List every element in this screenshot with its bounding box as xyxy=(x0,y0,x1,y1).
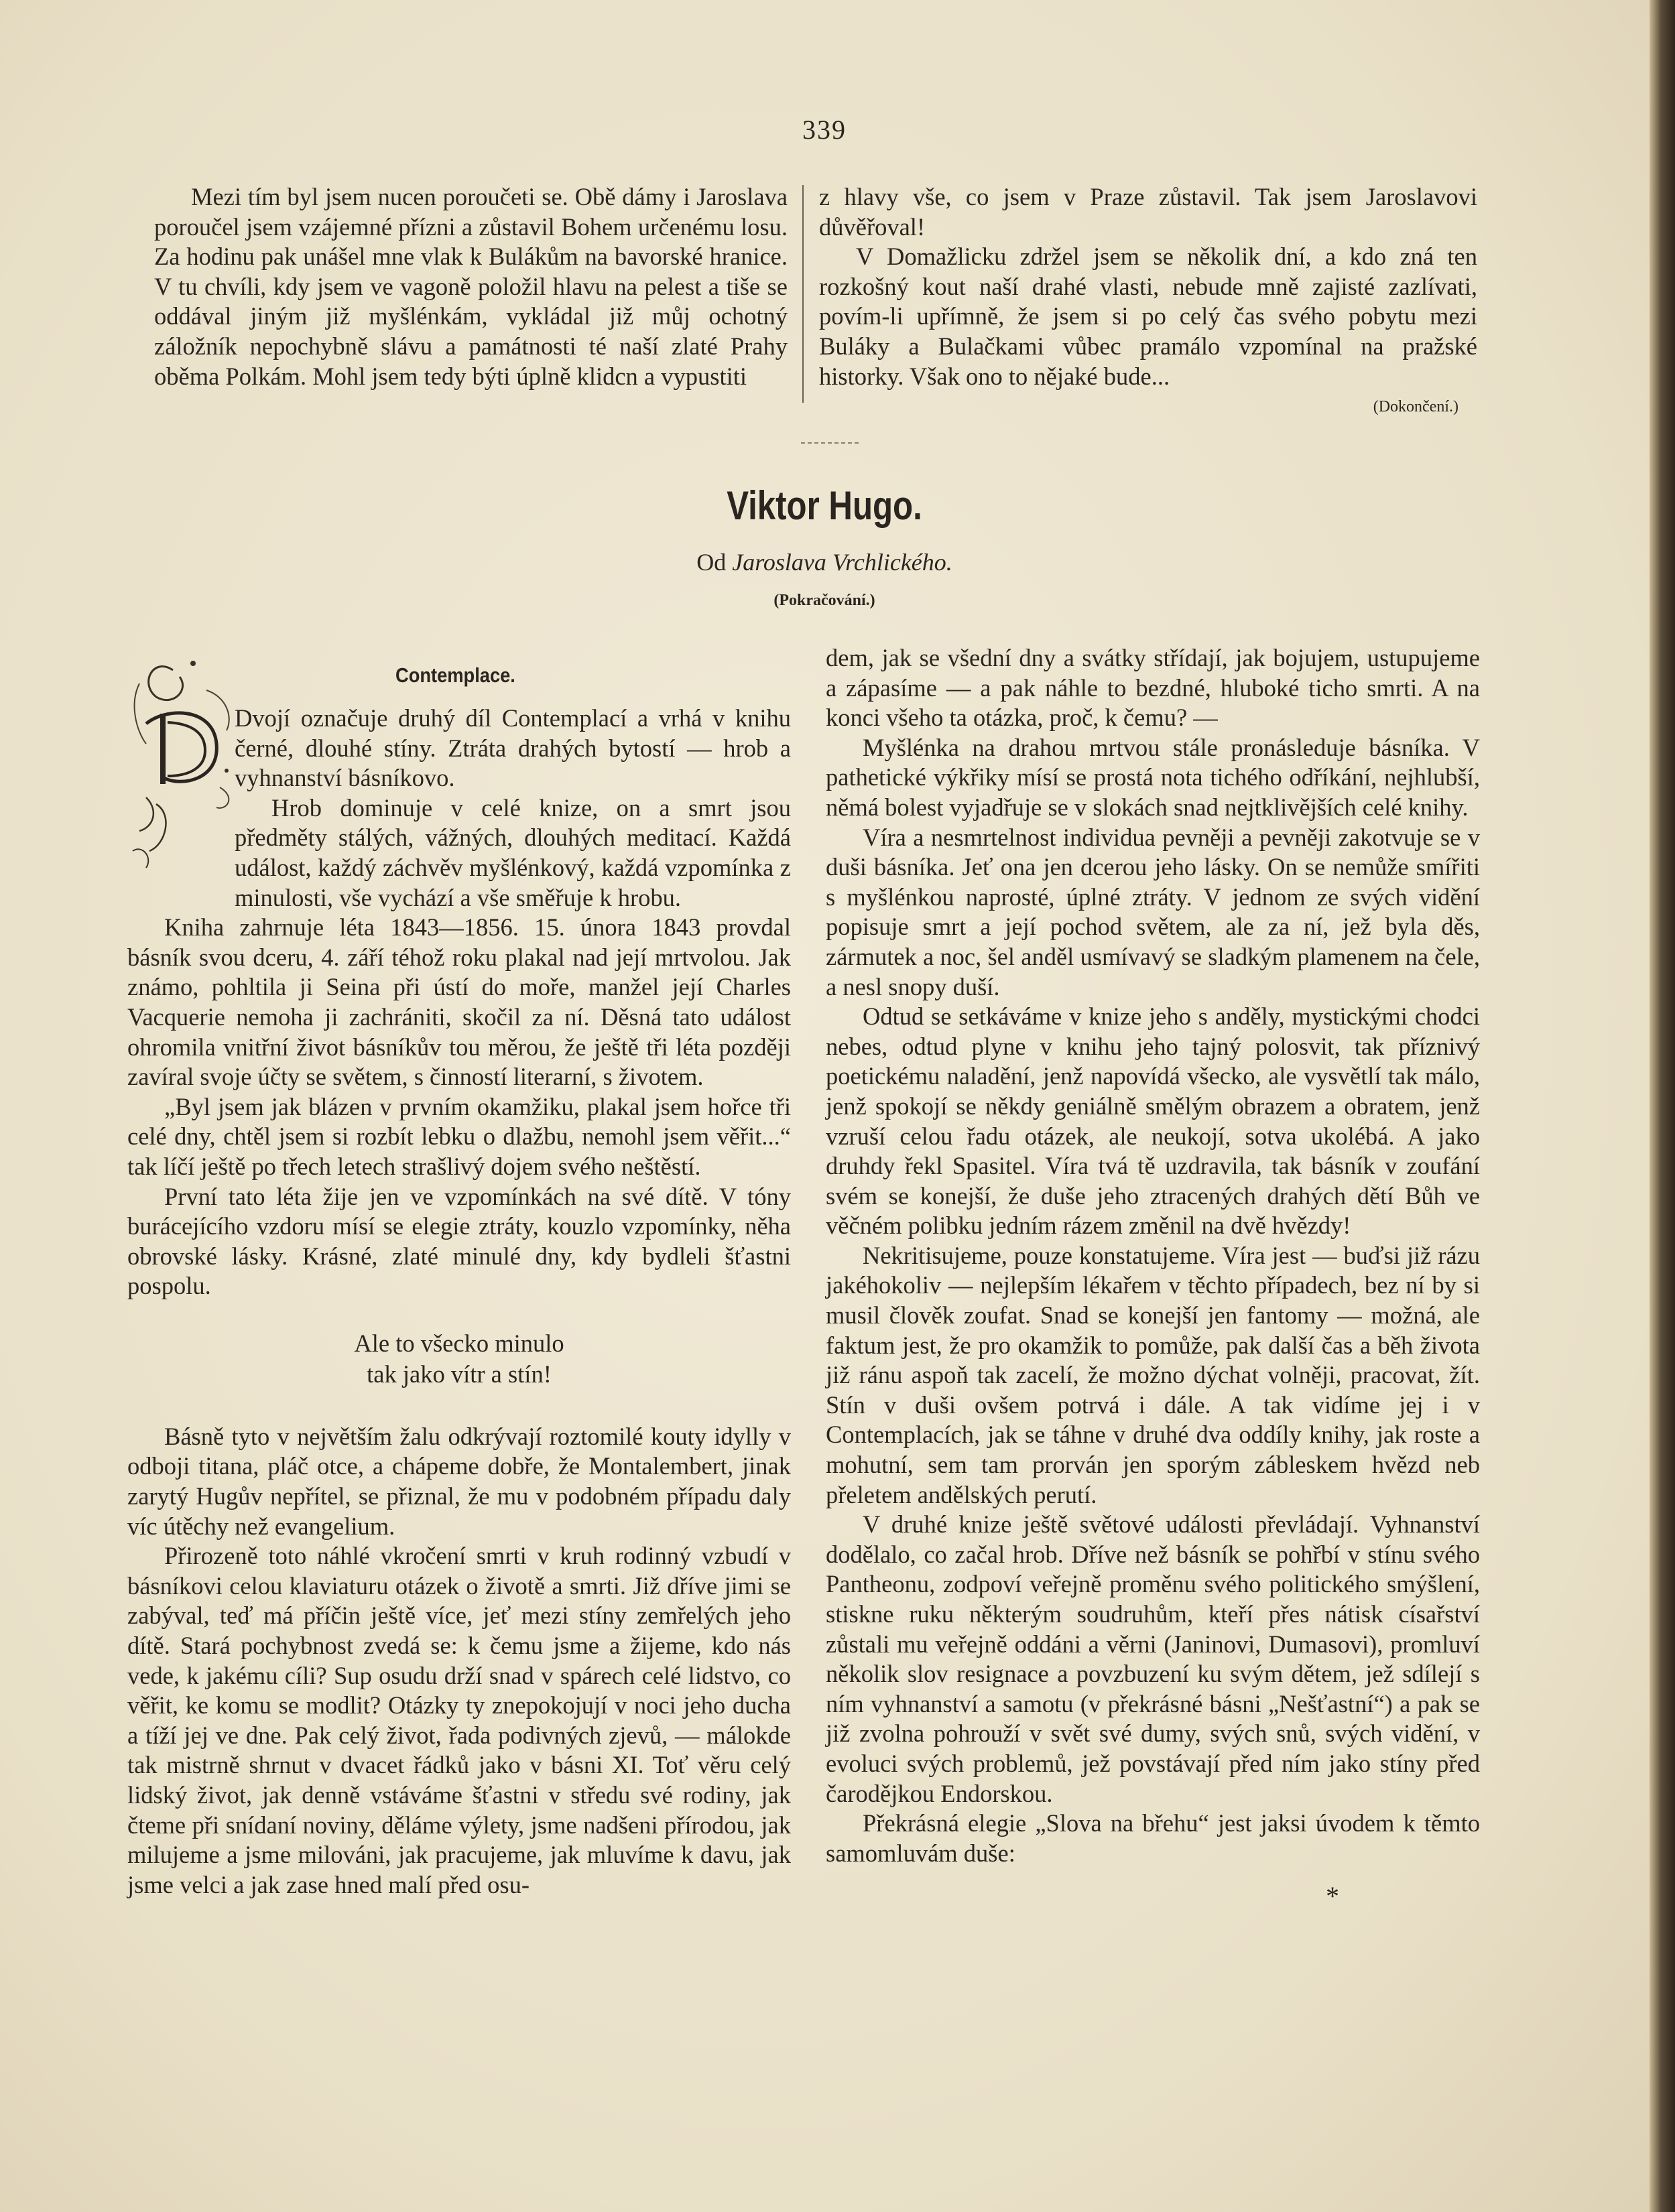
paragraph: Básně tyto v největším žalu odkrývají roztomilé kouty idylly v odboji titana, pláč otce, a chápeme dobře, že Montalembert, jinak zarytý Hugův nepřítel, se přiznal, že mu v podobném případu daly víc útěchy než evangelium. xyxy=(127,1422,791,1540)
initial-spacer xyxy=(127,704,235,911)
paragraph: Kniha zahrnuje léta 1843—1856. 15. února 1843 provdal básník svou dceru, 4. září téhož roku plakal nad její mrtvolou. Jak známo, pohltila ji Seina při ústí do moře, manžel její Charles Vacquerie nemoha ji zachrániti, skočil za ní. Děsná tato událost ohromila vnitřní život básníkův tou měrou, že ještě tři léta později zavíral svoje účty se světem, s činností literarní, s životem. xyxy=(127,913,791,1091)
section-separator xyxy=(801,442,861,444)
article-byline xyxy=(0,548,1649,576)
byline-author: Jaroslava Vrchlického. xyxy=(732,549,952,576)
paragraph: V druhé knize ještě světové události převládají. Vyhnanství dodělalo, co začal hrob. Dříve než básník se pohřbí v stínu svého Pantheonu, zodpoví veřejně proměnu svého politického smýšlení, stiskne ruku některým soudruhům, kteří přes nátisk císařství zůstali mu veřejně oddáni a věrni (Janinovi, Dumasovi), promluví několik slov resignace a povzbuzení ku svým dětem, jež sdílejí s ním vyhnanství a samotu (v překrásné básni „Nešťastní“) a pak se již zvolna pohrouží v svět své dumy, svých snů, svých vidění, v evoluci svých problemů, jež povstávají před ním jako stíny před čarodějkou Endorskou. xyxy=(826,1510,1480,1807)
byline-prefix: Od xyxy=(696,549,727,576)
verse-line: Ale to všecko minulo xyxy=(354,1329,564,1357)
section-heading: Contemplace. xyxy=(395,663,515,687)
paragraph: Mezi tím byl jsem nucen poroučeti se. Obě dámy i Jaroslava poroučel jsem vzájemné přízni a zůstavil Bohem určenému losu. Za hodinu pak unášel mne vlak k Bulákům na bavorské hranice. V tu chvíli, kdy jsem ve vagoně položil hlavu na pelest a tiše se oddával jiným již myšlénkám, vykládal již můj ochotný záložník nepochybně slávu a památnosti té naší zlaté Prahy oběma Polkám. Mohl jsem tedy býti úplně klidcn a vypustiti xyxy=(154,183,788,390)
article-title: Viktor Hugo. xyxy=(727,483,922,528)
continued-story-left-column xyxy=(154,182,788,391)
article-right-column xyxy=(826,643,1480,1910)
continuation-note: (Pokračování.) xyxy=(773,592,875,609)
lead-paragraph: Dvojí označuje druhý díl Contemplací a vrhá v knihu černé, dlouhé stíny. Ztráta drahých bytostí — hrob a vyhnanství básníkovo. xyxy=(235,704,791,792)
column-divider xyxy=(802,185,804,403)
paragraph: Překrásná elegie „Slova na břehu“ jest jaksi úvodem k těmto samomluvám duše: xyxy=(826,1809,1480,1867)
section-asterisk: * xyxy=(1326,1881,1339,1912)
paragraph: „Byl jsem jak blázen v prvním okamžiku, plakal jsem hořce tři celé dny, chtěl jsem si rozbít lebku o dlažbu, nemohl jsem věřit...“ tak líčí ještě po třech letech strašlivý dojem svého neštěstí. xyxy=(127,1092,791,1180)
paragraph: Víra a nesmrtelnost individua pevněji a pevněji zakotvuje se v duši básníka. Jeť ona jen dcerou jeho lásky. On se nemůže smířiti s myšlénkou naprosté, úplné ztráty. V jednom ze svých vidění popisuje smrt a její pochod světem, ale za ní, jež byla děs, zármutek a noc, šel anděl usmívavý se sladkým plamenem na čele, a nesl snopy duší. xyxy=(826,823,1480,1000)
paragraph: dem, jak se všední dny a svátky střídají, jak bojujem, ustupujeme a zápasíme — a pak náhle to bezdné, hluboké ticho smrti. A na konci všeho ta otázka, proč, k čemu? — xyxy=(826,644,1480,732)
paragraph: V Domažlicku zdržel jsem se několik dní, a kdo zná ten rozkošný kout naší drahé vlasti, nebude mně zajisté zazlívati, povím-li upřímně, že jsem si po celý čas svého pobytu mezi Buláky a Bulačkami vůbec pramálo vzpomínal na pražské historky. Však ono to nějaké bude... xyxy=(819,243,1477,390)
article-left-column xyxy=(127,704,791,1900)
paragraph: Nekritisujeme, pouze konstatujeme. Víra jest — buďsi již rázu jakéhokoliv — nejlepším lékařem v těchto případech, bez ní by si musil člověk zoufat. Snad se konejší jen fantomy — možná, ale faktum jest, že pro okamžik to pomůže, pak další čas a běh života již ránu aspoň tak zacelí, že možno dýchat volněji, pracovat, žít. Stín v duši ovšem potrvá i dále. A tak vidíme jej i v Contemplacích, jak se táhne v druhé dva oddíly knihy, jak roste a mohutní, sem tam prorván jen sporým zábleskem hvězd neb přeletem andělských perutí. xyxy=(826,1241,1480,1508)
continued-story-right-column xyxy=(819,182,1477,418)
paragraph: Přirozeně toto náhlé vkročení smrti v kruh rodinný vzbudí v básníkovi celou klaviaturu otázek o životě a smrti. Již dříve jimi se zabýval, teď má příčin ještě více, jeť mezi stíny zemřelých jeho dítě. Stará pochybnost zvedá se: k čemu jsme a žijeme, kdo nás vede, k jakému cíli? Sup osudu drží snad v spárech celé lidstvo, co věřit, ke komu se modlit? Otázky ty znepokojují v noci jeho ducha a tíží jej ve dne. Pak celý život, řada podivných zjevů, — málokde tak mistrně shrnut v dvacet řádků jako v básni XI. Toť věru celý lidský život, jak denně vstáváme šťastni v středu své rodiny, jak čteme při snídaní noviny, děláme výlety, jsme nadšeni přírodou, jak milujeme a jsme milováni, jak pracujeme, jak mluvíme k davu, jak jsme velci a jak zase hned malí před osu- xyxy=(127,1542,791,1898)
paragraph: Myšlénka na drahou mrtvou stále pronásleduje básníka. V pathetické výkřiky mísí se prostá nota tichého odříkání, nejhlubší, němá bolest vyjadřuje se v slokách snad nejtklivějších celé knihy. xyxy=(826,733,1480,821)
paragraph: Hrob dominuje v celé knize, on a smrt jsou předměty stálých, vážných, dlouhých meditací. Každá událost, každý záchvěv myšlénkový, každá vzpomínka z minulosti, vše vychází a vše směřuje k hrobu. xyxy=(235,793,791,911)
verse-quote xyxy=(127,1328,791,1390)
paragraph: z hlavy vše, co jsem v Praze zůstavil. Tak jsem Jaroslavovi důvěřoval! xyxy=(819,183,1477,241)
paragraph: První tato léta žije jen ve vzpomínkách na své dítě. V tóny burácejícího vzdoru mísí se elegie ztráty, kouzlo vzpomínky, něha obrovské lásky. Krásné, zlaté minulé dny, kdy bydleli šťastni pospolu. xyxy=(127,1182,791,1300)
end-note: (Dokončení.) xyxy=(1373,398,1459,416)
paragraph: Odtud se setkáváme v knize jeho s anděly, mystickými chodci nebes, odtud plyne v knihu jeho tajný polosvit, tak příznivý poetickému naladění, jenž napovídá všecko, ale vysvětlí tak málo, jenž spokojí se někdy geniálně smělým obrazem a obratem, jenž vzruší celou řadu otázek, ale neukojí, sotva ukolébá. A jako druhdy řekl Spasitel. Víra tvá tě uzdravila, tak básník v zoufání svém se konejší, že duše jeho ztracených drahých dětí Bůh ve věčném polibku jedním rázem změnil na dvě hvězdy! xyxy=(826,1002,1480,1240)
page-number: 339 xyxy=(802,115,847,145)
book-binding-edge xyxy=(1650,0,1675,2212)
verse-line: tak jako vítr a stín! xyxy=(367,1360,552,1388)
